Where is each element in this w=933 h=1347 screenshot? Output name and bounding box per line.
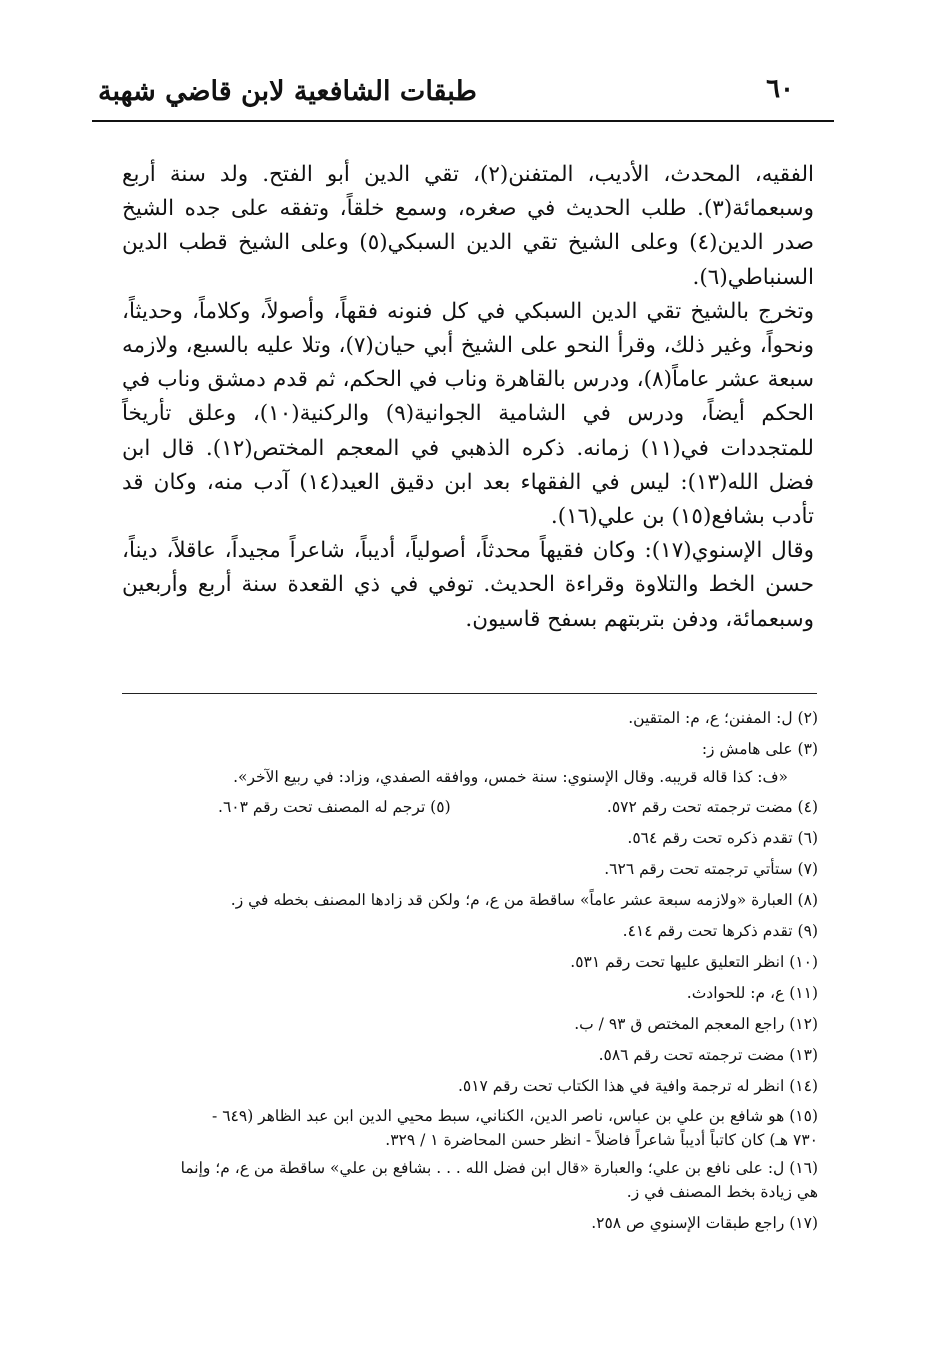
footnote-16-line-2: هي زيادة بخط المصنف في ز. xyxy=(626,1183,818,1201)
footnote-15 xyxy=(128,1104,818,1152)
footnote-17: (١٧) راجع طبقات الإسنوي ص ٢٥٨. xyxy=(591,1214,818,1232)
footnote-7: (٧) ستأتي ترجمته تحت رقم ٦٢٦. xyxy=(604,860,818,878)
footnote-4: (٤) مضت ترجمته تحت رقم ٥٧٢. xyxy=(606,798,818,816)
footnote-3-quote: «ف: كذا قاله قريبه. وقال الإسنوي: سنة خمس، ووافقه الصفدي، وزاد: في ربيع الآخر». xyxy=(233,768,788,786)
footnote-15-line-1: (١٥) هو شافع بن علي بن عباس، ناصر الدين، الكناني، سبط محيي الدين ابن عبد الظاهر (٦٤٩ - xyxy=(212,1107,818,1125)
footnote-13: (١٣) مضت ترجمته تحت رقم ٥٨٦. xyxy=(598,1046,818,1064)
footnote-pair-4-5 xyxy=(128,792,818,823)
footnote-separator xyxy=(122,693,817,694)
footnote-14: (١٤) انظر له ترجمة وافية في هذا الكتاب تحت رقم ٥١٧. xyxy=(457,1077,818,1095)
paragraph: وقال الإسنوي(١٧): وكان فقيهاً محدثاً، أصولياً، أديباً، شاعراً مجيداً، عاقلاً، ديناً، حسن الخط والتلاوة وقراءة الحديث. توفي في ذي القعدة سنة أربع وأربعين وسبعمائة، ودفن بتربتهم بسفح قاسيون. xyxy=(122,538,814,632)
paragraph: وتخرج بالشيخ تقي الدين السبكي في كل فنونه فقهاً، وأصولاً، وكلاماً، وحديثاً، ونحواً، وغير ذلك، وقرأ النحو على الشيخ أبي حيان(٧)، وتلا عليه بالسبع، ولازمه سبعة عشر عاماً(٨)، ودرس بالقاهرة وناب في الحكم، ثم قدم دمشق وناب في الحكم أيضاً، ودرس في الشامية الجوانية(٩) والركنية(١٠)، وعلق تأريخاً للمتجددات في(١١) زمانه. ذكره الذهبي في المعجم المختص(١٢). قال ابن فضل الله(١٣): ليس في الفقهاء بعد ابن دقيق العيد(١٤) آدب منه، وكان قد تأدب بشافع(١٥) بن علي(١٦). xyxy=(122,298,814,530)
footnote-2: (٢) ل: المفنن؛ ع، م: المتقين. xyxy=(628,709,818,727)
footnote-3: (٣) على هامش ز: xyxy=(701,740,818,758)
footnote-16 xyxy=(128,1156,818,1204)
footnotes xyxy=(128,703,818,1239)
footnote-16-line-1: (١٦) ل: على نافع بن علي؛ والعبارة «قال ابن فضل الله . . . بشافع بن علي» ساقطة من ع، م؛ وإنما xyxy=(180,1159,818,1177)
footnote-15-line-2: ٧٣٠ هـ) كان كاتباً أديباً شاعراً فاضلاً - انظر حسن المحاضرة ١ / ٣٢٩. xyxy=(385,1131,818,1149)
paragraph: الفقيه، المحدث، الأديب، المتفنن(٢)، تقي الدين أبو الفتح. ولد سنة أربع وسبعمائة(٣). طلب الحديث في صغره، وسمع خلقاً، وتفقه على جده الشيخ صدر الدين(٤) وعلى الشيخ تقي الدين السبكي(٥) وعلى الشيخ قطب الدين السنباطي(٦). xyxy=(122,162,814,290)
footnote-10: (١٠) انظر التعليق عليها تحت رقم ٥٣١. xyxy=(570,953,818,971)
footnote-5: (٥) ترجم له المصنف تحت رقم ٦٠٣. xyxy=(218,798,451,816)
footnote-11: (١١) ع، م: للحوادث. xyxy=(686,984,818,1002)
page-number: ٦٠ xyxy=(766,74,794,104)
footnote-12: (١٢) راجع المعجم المختص ق ٩٣ / ب. xyxy=(574,1015,818,1033)
header-rule xyxy=(92,120,834,122)
main-text xyxy=(122,158,814,637)
footnote-9: (٩) تقدم ذكرها تحت رقم ٤١٤. xyxy=(622,922,818,940)
running-title: طبقات الشافعية لابن قاضي شهبة xyxy=(98,76,477,107)
page-header xyxy=(92,72,832,118)
footnote-8: (٨) العبارة «ولازمه سبعة عشر عاماً» ساقطة من ع، م؛ ولكن قد زادها المصنف بخطه في ز. xyxy=(230,891,818,909)
footnote-6: (٦) تقدم ذكره تحت رقم ٥٦٤. xyxy=(627,829,818,847)
